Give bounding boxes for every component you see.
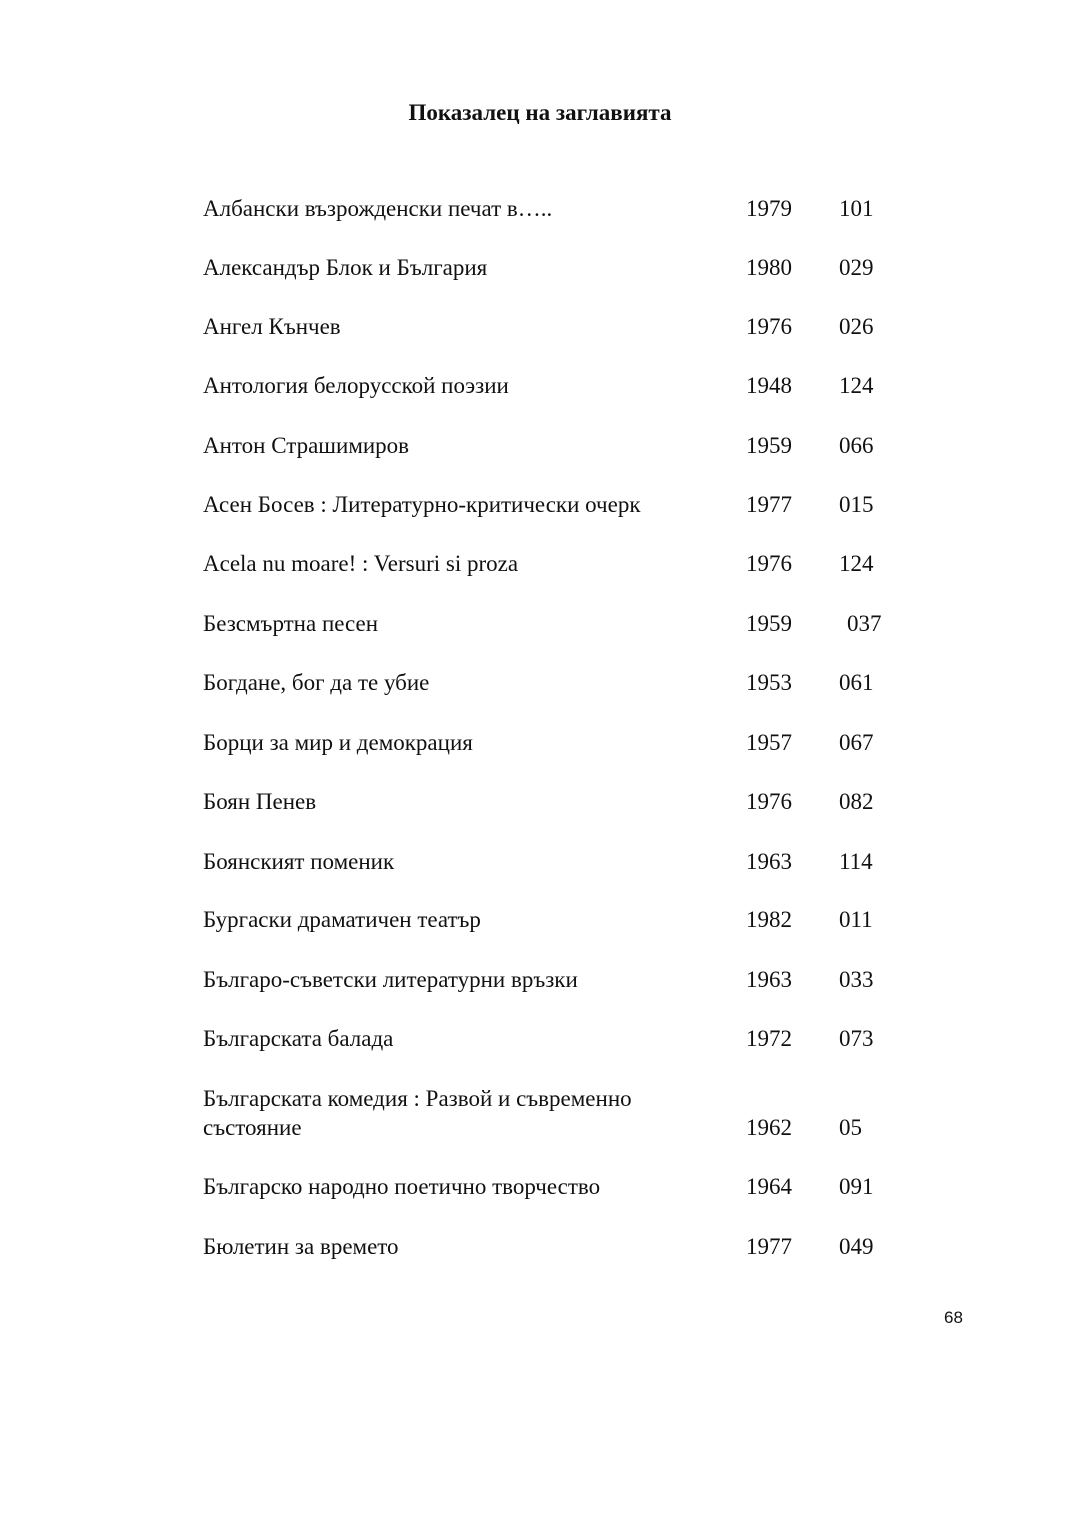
entry-number: 124	[839, 373, 874, 398]
entry-year: 1957	[746, 730, 792, 755]
entry-number: 091	[839, 1174, 874, 1199]
index-entry	[0, 787, 1080, 816]
index-entry	[0, 431, 1080, 460]
index-entry	[0, 371, 1080, 400]
entry-year: 1972	[746, 1026, 792, 1051]
entry-number: 073	[839, 1026, 874, 1051]
entry-year: 1976	[746, 789, 792, 814]
entry-year: 1976	[746, 314, 792, 339]
entry-year: 1963	[746, 849, 792, 874]
entry-title: Антон Страшимиров	[203, 433, 410, 458]
index-entry	[0, 490, 1080, 519]
entry-title: Безсмъртна песен	[203, 611, 379, 636]
entry-title: Боянският поменик	[203, 849, 395, 874]
index-entry	[0, 847, 1080, 876]
entry-year: 1979	[746, 196, 792, 221]
index-entry	[0, 312, 1080, 341]
entry-year: 1964	[746, 1174, 792, 1199]
index-entry	[0, 609, 1080, 638]
entry-number: 015	[839, 492, 874, 517]
entry-title: Бюлетин за времето	[203, 1234, 399, 1259]
entry-title: Боян Пенев	[203, 789, 317, 814]
entry-number: 011	[839, 907, 873, 932]
entry-number: 101	[839, 196, 874, 221]
entry-number: 114	[839, 849, 873, 874]
entry-year: 1963	[746, 967, 792, 992]
entry-title: Антология белорусской поэзии	[203, 373, 509, 398]
entry-title: Българо-съветски литературни връзки	[203, 967, 578, 992]
entry-year: 1959	[746, 611, 792, 636]
entry-number: 066	[839, 433, 874, 458]
entry-title: Ангел Кънчев	[203, 314, 341, 339]
index-entry	[0, 253, 1080, 282]
entry-year: 1959	[746, 433, 792, 458]
index-entry	[0, 965, 1080, 994]
page-title: Показалец на заглавията	[408, 100, 672, 125]
page-number: 68	[944, 1308, 963, 1327]
index-entry	[0, 1024, 1080, 1053]
entry-number: 029	[839, 255, 874, 280]
entry-year: 1977	[746, 492, 792, 517]
entry-number: 124	[839, 551, 874, 576]
entry-number: 067	[839, 730, 874, 755]
entry-year: 1977	[746, 1234, 792, 1259]
entry-year: 1976	[746, 551, 792, 576]
index-entry	[0, 905, 1080, 934]
entry-title: Българската комедия : Развой и съвременно състояние	[203, 1086, 632, 1140]
index-entry	[0, 549, 1080, 578]
entry-title: Албански възрожденски печат в…..	[203, 196, 553, 221]
entry-number: 061	[839, 670, 874, 695]
index-entry	[0, 1232, 1080, 1261]
entry-year: 1953	[746, 670, 792, 695]
index-entry	[0, 1084, 1080, 1142]
entry-year: 1982	[746, 907, 792, 932]
entry-number: 037	[847, 611, 882, 636]
entry-year: 1948	[746, 373, 792, 398]
entry-title: Борци за мир и демокрация	[203, 730, 473, 755]
entry-title: Българско народно поетично творчество	[203, 1174, 601, 1199]
entry-number: 049	[839, 1234, 874, 1259]
entry-number: 082	[839, 789, 874, 814]
entry-title: Богдане, бог да те убие	[203, 670, 430, 695]
entry-number: 026	[839, 314, 874, 339]
index-entry	[0, 1172, 1080, 1201]
entry-year: 1980	[746, 255, 792, 280]
entry-title: Бургаски драматичен театър	[203, 907, 481, 932]
entry-year: 1962	[746, 1115, 792, 1140]
entry-number: 05	[839, 1115, 862, 1140]
entry-title: Acela nu moare! : Versuri si proza	[203, 551, 519, 576]
index-entry	[0, 194, 1080, 223]
index-entry	[0, 728, 1080, 757]
index-entry	[0, 668, 1080, 697]
entry-number: 033	[839, 967, 874, 992]
entry-title: Александър Блок и България	[203, 255, 488, 280]
entry-title: Българската балада	[203, 1026, 394, 1051]
entry-title: Асен Босев : Литературно-критически очерк	[203, 492, 641, 517]
